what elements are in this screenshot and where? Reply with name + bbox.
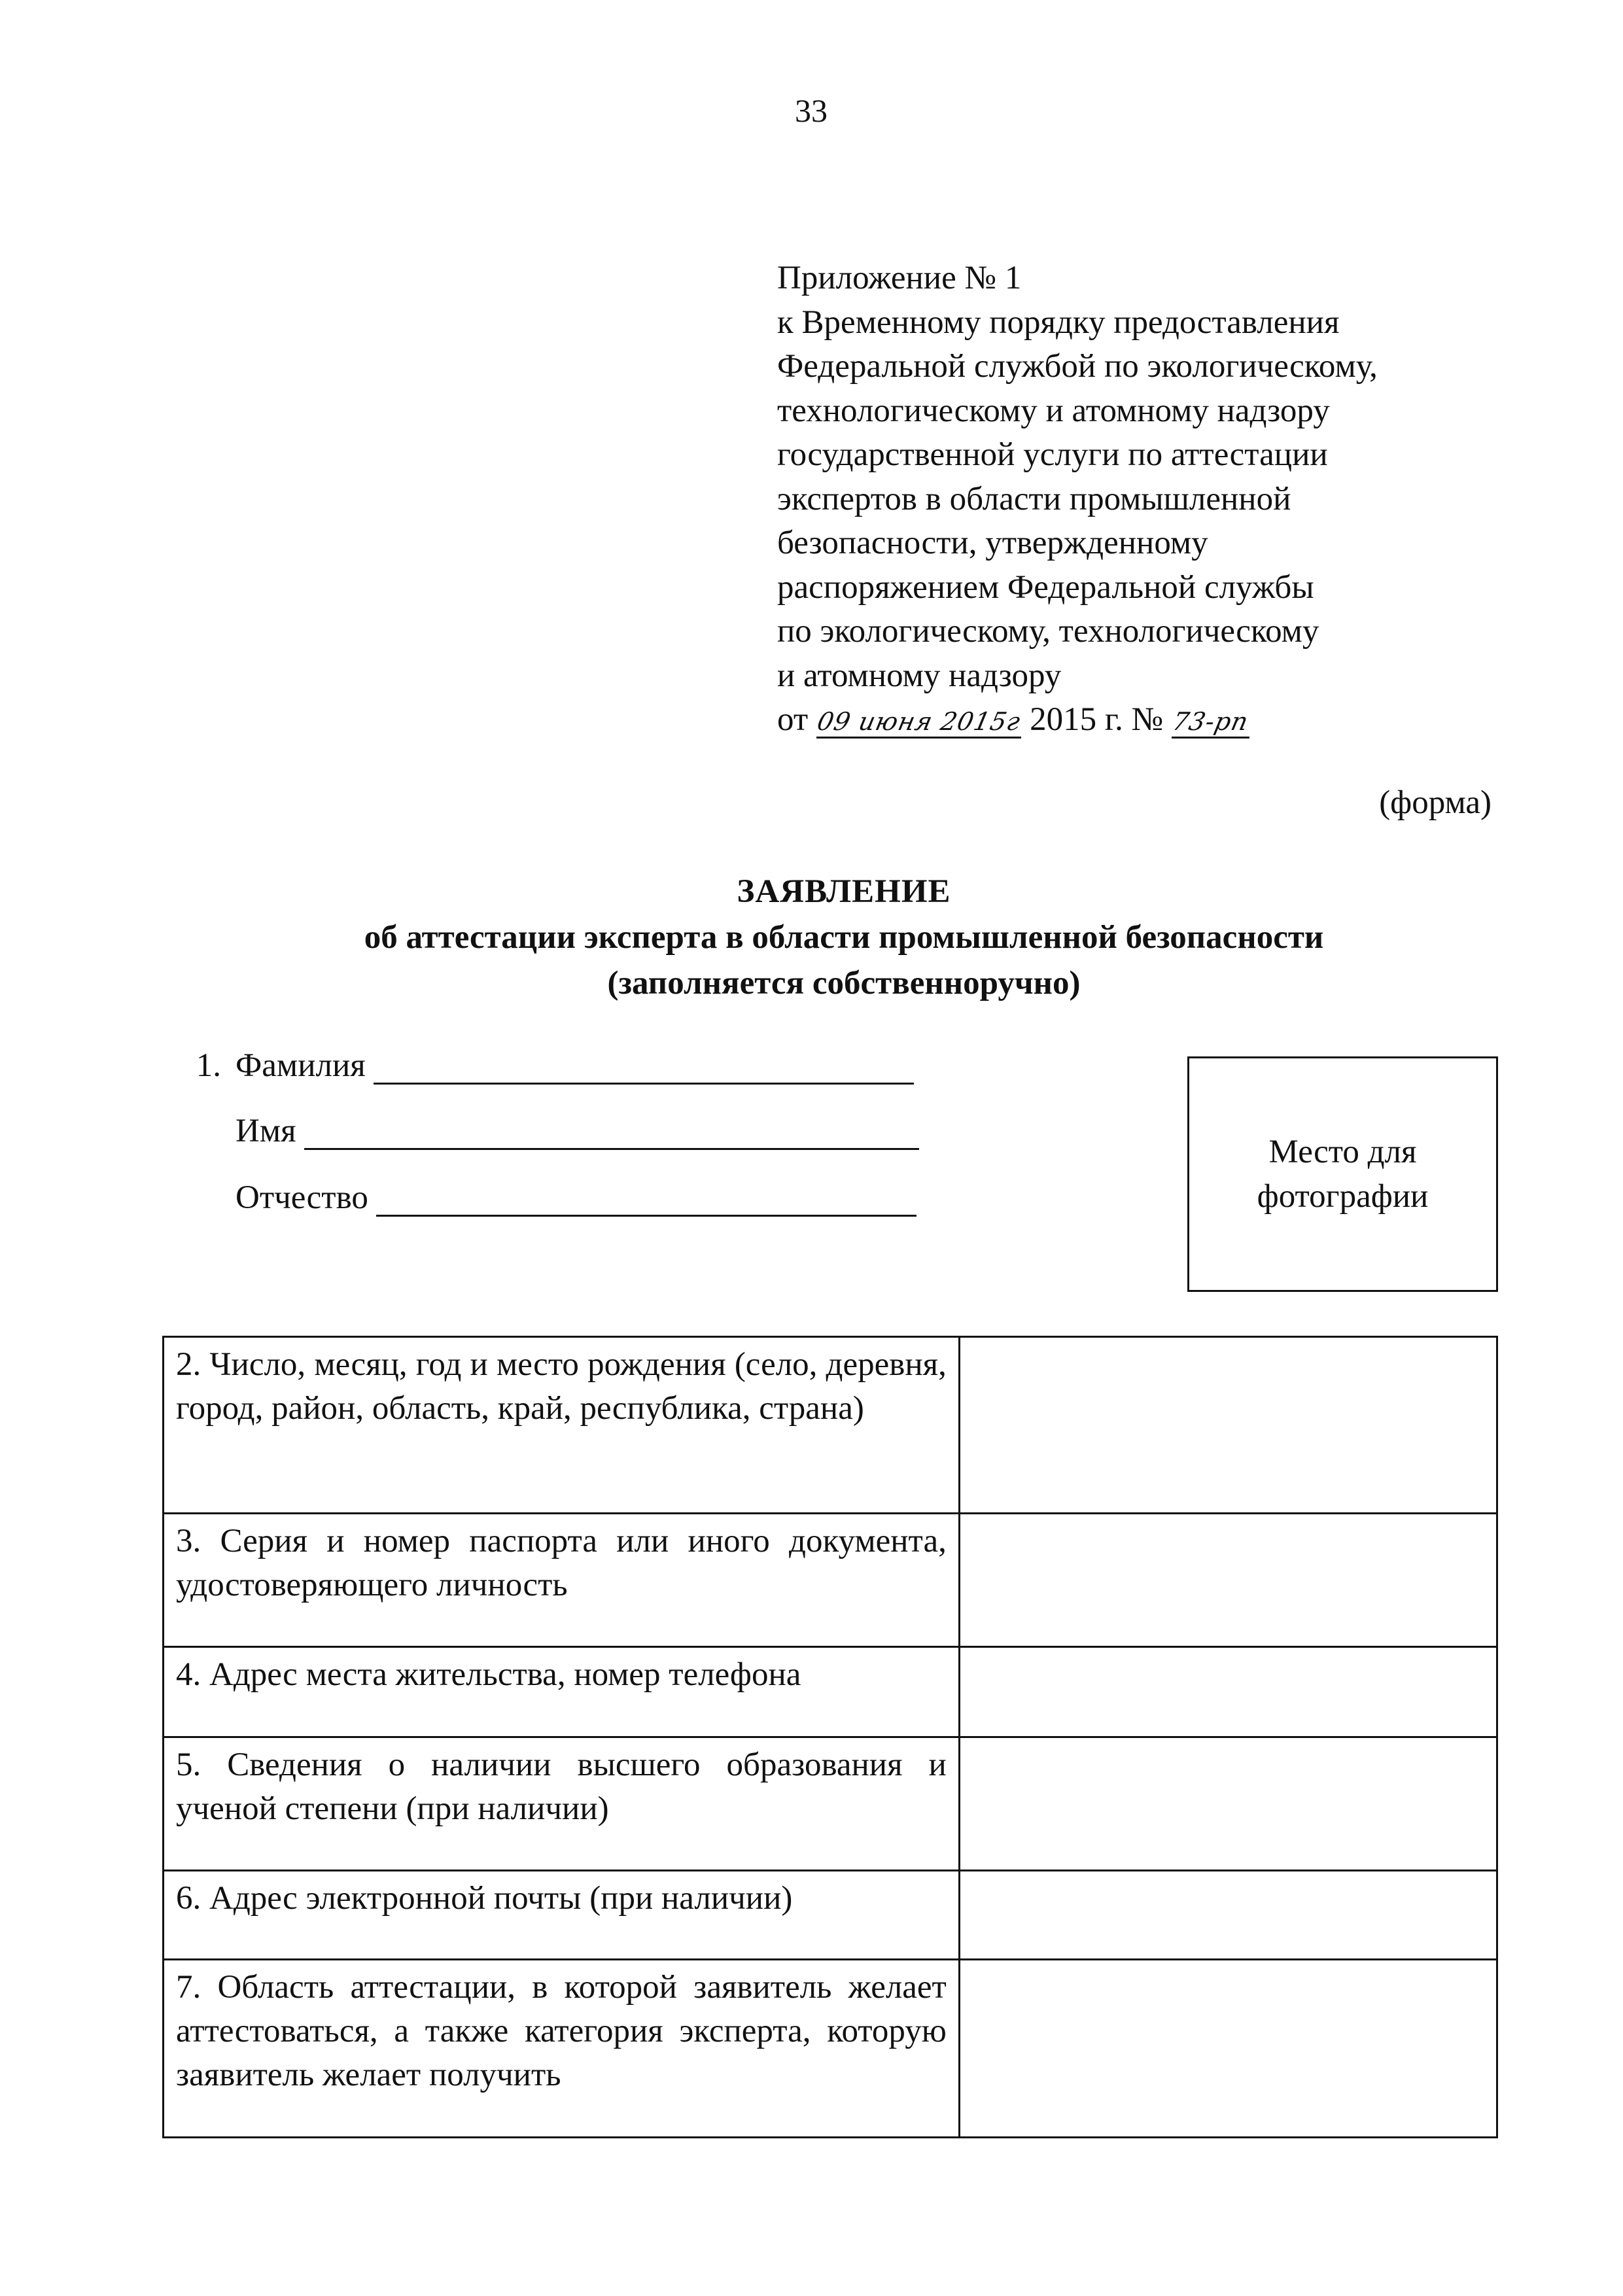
surname-label: Фамилия bbox=[236, 1047, 366, 1084]
title-line-2: об аттестации эксперта в области промышленной безопасности bbox=[364, 919, 1324, 956]
photo-placeholder bbox=[1187, 1056, 1498, 1292]
patronymic-blank[interactable] bbox=[376, 1182, 916, 1217]
first-name-field bbox=[175, 1112, 919, 1150]
row-question: 5. Сведения о наличии высшего образования и ученой степени (при наличии) bbox=[164, 1737, 960, 1871]
handwritten-date: 09 июня 2015г bbox=[816, 704, 1022, 739]
row-answer-cell[interactable] bbox=[959, 1337, 1497, 1514]
date-prefix: от bbox=[777, 701, 809, 738]
appendix-line: государственной услуги по аттестации bbox=[777, 436, 1328, 473]
page-number: 33 bbox=[795, 92, 828, 129]
appendix-line: технологическому и атомному надзору bbox=[777, 392, 1330, 429]
row-answer-cell[interactable] bbox=[959, 1871, 1497, 1960]
appendix-header bbox=[777, 256, 1549, 742]
table-row bbox=[164, 1960, 1497, 2138]
surname-field bbox=[175, 1047, 914, 1085]
appendix-line: по экологическому, технологическому bbox=[777, 613, 1319, 650]
row-question: 6. Адрес электронной почты (при наличии) bbox=[164, 1871, 960, 1960]
row-answer-cell[interactable] bbox=[959, 1960, 1497, 2138]
handwritten-number: 73-рп bbox=[1172, 704, 1249, 739]
appendix-line: распоряжением Федеральной службы bbox=[777, 568, 1314, 606]
photo-label-line-1: Место для bbox=[1268, 1134, 1417, 1170]
table-row bbox=[164, 1737, 1497, 1871]
appendix-line: к Временному порядку предоставления bbox=[777, 304, 1340, 341]
table-row bbox=[164, 1514, 1497, 1647]
patronymic-label: Отчество bbox=[236, 1179, 368, 1216]
appendix-line: экспертов в области промышленной bbox=[777, 480, 1291, 517]
row-answer-cell[interactable] bbox=[959, 1514, 1497, 1647]
row-question: 4. Адрес места жительства, номер телефона bbox=[164, 1647, 960, 1737]
appendix-date-line bbox=[777, 698, 1549, 742]
row-answer-cell[interactable] bbox=[959, 1737, 1497, 1871]
application-table bbox=[162, 1336, 1498, 2138]
item-number: 1. bbox=[196, 1047, 221, 1084]
photo-label-line-2: фотографии bbox=[1257, 1178, 1429, 1215]
appendix-line: и атомному надзору bbox=[777, 657, 1062, 694]
surname-blank[interactable] bbox=[374, 1050, 914, 1085]
row-question: 7. Область аттестации, в которой заявитель желает аттестоваться, а также категория эксперта, которую заявитель желает получить bbox=[164, 1960, 960, 2138]
document-title bbox=[157, 869, 1531, 1006]
row-question: 3. Серия и номер паспорта или иного документа, удостоверяющего личность bbox=[164, 1514, 960, 1647]
appendix-line: Федеральной службой по экологическому, bbox=[777, 348, 1378, 385]
title-line-3: (заполняется собственноручно) bbox=[607, 965, 1081, 1001]
table-row bbox=[164, 1871, 1497, 1960]
year-printed: 2015 г. № bbox=[1030, 701, 1164, 738]
form-label: (форма) bbox=[1379, 784, 1492, 821]
table-row bbox=[164, 1647, 1497, 1737]
row-answer-cell[interactable] bbox=[959, 1647, 1497, 1737]
appendix-line: Приложение № 1 bbox=[777, 260, 1022, 296]
row-question: 2. Число, месяц, год и место рождения (село, деревня, город, район, область, край, республика, страна) bbox=[164, 1337, 960, 1514]
patronymic-field bbox=[175, 1179, 916, 1217]
table-row bbox=[164, 1337, 1497, 1514]
first-name-blank[interactable] bbox=[304, 1115, 919, 1150]
first-name-label: Имя bbox=[236, 1113, 296, 1149]
title-line-1: ЗАЯВЛЕНИЕ bbox=[737, 873, 951, 910]
appendix-line: безопасности, утвержденному bbox=[777, 525, 1208, 561]
